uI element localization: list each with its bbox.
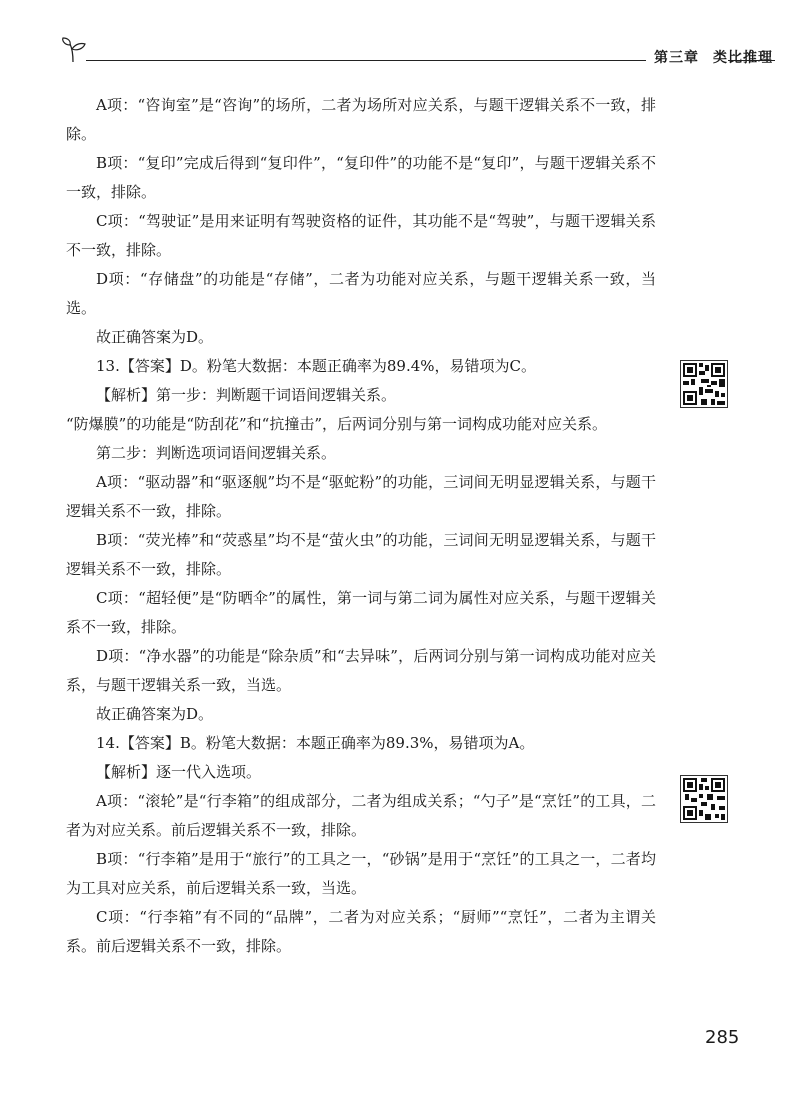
paragraph: “防爆膜”的功能是“防刮花”和“抗撞击”，后两词分别与第一词构成功能对应关系。: [66, 415, 608, 433]
paragraph: B项：“行李箱”是用于“旅行”的工具之一，“砂锅”是用于“烹饪”的工具之一，二者均为工具对应关系，前后逻辑关系一致，当选。: [66, 850, 656, 897]
paragraph: C项：“行李箱”有不同的“品牌”，二者为对应关系；“厨师”“烹饪”，二者为主谓关系。前后逻辑关系不一致，排除。: [66, 908, 656, 955]
answer-line-13: 13.【答案】D。粉笔大数据：本题正确率为89.4%，易错项为C。: [96, 357, 537, 375]
page-number: 285: [705, 1027, 740, 1048]
paragraph: A项：“咨询室”是“咨询”的场所，二者为场所对应关系，与题干逻辑关系不一致，排除。: [66, 96, 656, 143]
paragraph: B项：“复印”完成后得到“复印件”，“复印件”的功能不是“复印”，与题干逻辑关系不一致，排除。: [66, 154, 656, 201]
analysis-line: 【解析】逐一代入选项。: [96, 763, 262, 781]
paragraph: C项：“驾驶证”是用来证明有驾驶资格的证件，其功能不是“驾驶”，与题干逻辑关系不一致，排除。: [66, 212, 656, 259]
answer-line-14: 14.【答案】B。粉笔大数据：本题正确率为89.3%，易错项为A。: [96, 734, 535, 752]
analysis-line: 【解析】第一步：判断题干词语间逻辑关系。: [96, 386, 397, 404]
chapter-number: 第三章: [654, 50, 699, 66]
header-rule-left: [86, 60, 646, 61]
leaf-sprout-icon: [60, 36, 88, 64]
qr-code-icon[interactable]: [680, 775, 728, 823]
paragraph: 故正确答案为D。: [96, 705, 214, 723]
paragraph: A项：“驱动器”和“驱逐舰”均不是“驱蛇粉”的功能，三词间无明显逻辑关系，与题干逻辑关系不一致，排除。: [66, 473, 656, 520]
paragraph: D项：“净水器”的功能是“除杂质”和“去异味”，后两词分别与第一词构成功能对应关系，与题干逻辑关系一致，当选。: [66, 647, 656, 694]
chapter-title: 类比推理: [713, 50, 773, 66]
paragraph: 第二步：判断选项词语间逻辑关系。: [96, 444, 337, 462]
page-header: [60, 36, 775, 66]
paragraph: C项：“超轻便”是“防晒伞”的属性，第一词与第二词为属性对应关系，与题干逻辑关系不一致，排除。: [66, 589, 656, 636]
header-rule-right: [728, 60, 775, 61]
qr-code-icon[interactable]: [680, 360, 728, 408]
chapter-heading: [654, 47, 773, 67]
paragraph: 故正确答案为D。: [96, 328, 214, 346]
paragraph: D项：“存储盘”的功能是“存储”，二者为功能对应关系，与题干逻辑关系一致，当选。: [66, 270, 656, 317]
page-body: [66, 91, 656, 961]
paragraph: B项：“荧光棒”和“荧惑星”均不是“萤火虫”的功能，三词间无明显逻辑关系，与题干逻辑关系不一致，排除。: [66, 531, 656, 578]
paragraph: A项：“滚轮”是“行李箱”的组成部分，二者为组成关系；“勺子”是“烹饪”的工具，二者为对应关系。前后逻辑关系不一致，排除。: [66, 792, 656, 839]
